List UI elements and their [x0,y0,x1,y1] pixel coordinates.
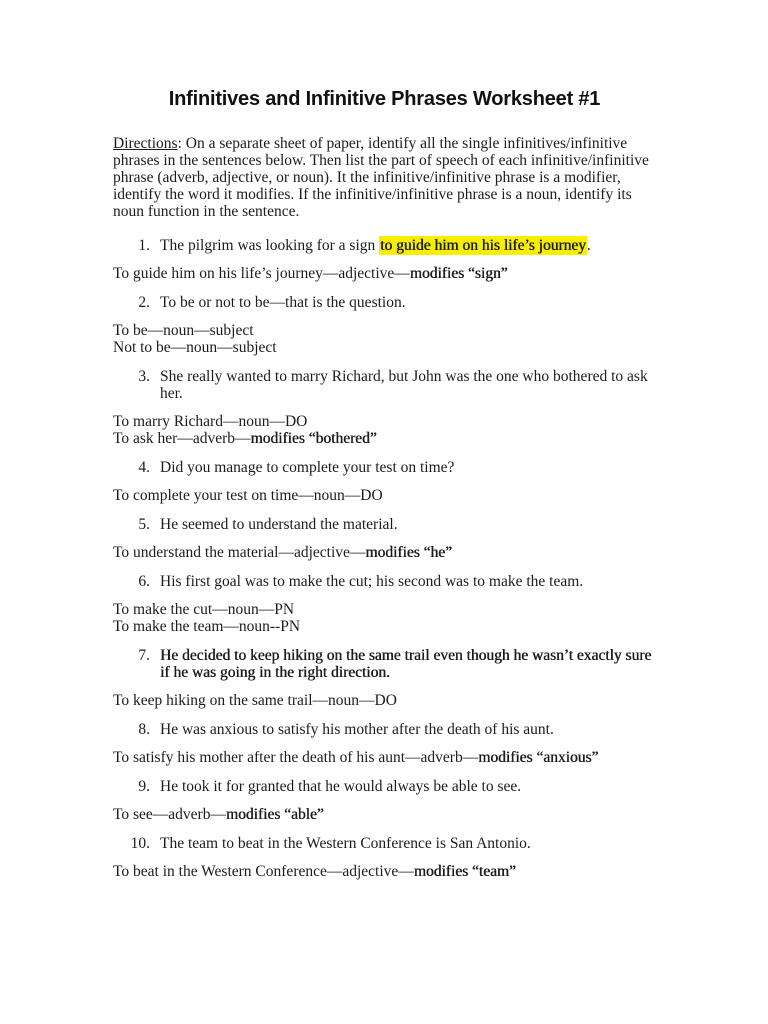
answer-line [113,544,656,561]
answer-text: To make the team—noun--PN [113,618,301,635]
sentence-text: She really wanted to marry Richard, but John was the one who bothered to ask her. [160,368,648,402]
answer-line [113,413,656,430]
item-sentence [160,778,656,795]
item-10-sentence-row [113,835,656,852]
answer-bold-text: modifies “bothered” [250,430,377,447]
answer-line [113,806,656,823]
item-3-answers [113,413,656,447]
answer-line [113,618,656,635]
item-sentence [160,459,656,476]
item-6 [113,573,656,635]
answer-text: To satisfy his mother after the death of his aunt—adverb— [113,749,479,766]
item-4-answers [113,487,656,504]
item-number: 7. [138,647,150,664]
highlighted-phrase: to guide him on his life’s journey [380,237,586,254]
item-number: 3. [138,368,150,385]
item-5 [113,516,656,561]
item-7-answers [113,692,656,709]
item-1-sentence-row [113,237,656,254]
item-10-answers [113,863,656,880]
item-9-answers [113,806,656,823]
answer-bold-text: modifies “anxious” [478,749,599,766]
item-9-sentence-row [113,778,656,795]
answer-bold-text: modifies “sign” [409,265,508,282]
item-1-answers [113,265,656,282]
answer-text: To complete your test on time—noun—DO [113,487,383,504]
item-number: 4. [138,459,150,476]
item-7 [113,647,656,709]
answer-text: To understand the material—adjective— [113,544,366,561]
sentence-text: His first goal was to make the cut; his second was to make the team. [160,573,584,590]
item-sentence [160,647,656,681]
item-sentence [160,721,656,738]
item-number: 6. [138,573,150,590]
item-number: 9. [138,778,150,795]
answer-line [113,430,656,447]
answer-text: To see—adverb— [113,806,226,823]
item-number: 2. [138,294,150,311]
answer-line [113,322,656,339]
answer-line [113,863,656,880]
sentence-text: The pilgrim was looking for a sign [160,237,380,254]
directions-text: : On a separate sheet of paper, identify all the single infinitives/infinitive phrases in the sentences below. Then list the part of speech of each infinitive/infinitive phrase (adverb, adjective, or noun). It the infinitive/infinitive phrase is a modifier, identify the word it modifies. If the infinitive/infinitive phrase is a noun, identify its noun function in the sentence. [113,135,649,220]
item-4-sentence-row [113,459,656,476]
sentence-text: The team to beat in the Western Conference is San Antonio. [160,835,531,852]
directions-label: Directions [113,135,178,152]
answer-bold-text: modifies “he” [365,544,452,561]
item-1 [113,237,656,282]
answer-line [113,487,656,504]
item-number: 8. [138,721,150,738]
item-9 [113,778,656,823]
sentence-text: He took it for granted that he would always be able to see. [160,778,522,795]
answer-text: To guide him on his life’s journey—adjective— [113,265,410,282]
item-number: 10. [130,835,150,852]
sentence-text: He seemed to understand the material. [160,516,398,533]
answer-text: To be—noun—subject [113,322,254,339]
item-sentence [160,237,656,254]
answer-bold-text: modifies “team” [413,863,516,880]
directions-paragraph [113,135,656,220]
item-2 [113,294,656,356]
answer-line [113,692,656,709]
sentence-text: He was anxious to satisfy his mother after the death of his aunt. [160,721,554,738]
item-number: 1. [138,237,150,254]
item-sentence [160,573,656,590]
item-sentence [160,835,656,852]
item-2-answers [113,322,656,356]
answer-text: To keep hiking on the same trail—noun—DO [113,692,397,709]
answer-bold-text: modifies “able” [225,806,324,823]
answer-text: To marry Richard—noun—DO [113,413,308,430]
item-8-sentence-row [113,721,656,738]
answer-text: To beat in the Western Conference—adjective— [113,863,414,880]
item-5-answers [113,544,656,561]
answer-text: Not to be—noun—subject [113,339,277,356]
item-7-sentence-row [113,647,656,681]
page-title: Infinitives and Infinitive Phrases Worksheet #1 [168,88,601,110]
item-6-answers [113,601,656,635]
item-10 [113,835,656,880]
item-4 [113,459,656,504]
answer-line [113,265,656,282]
item-3-sentence-row [113,368,656,402]
item-8 [113,721,656,766]
item-2-sentence-row [113,294,656,311]
item-number: 5. [138,516,150,533]
answer-line [113,601,656,618]
answer-text: To ask her—adverb— [113,430,251,447]
item-3 [113,368,656,447]
item-8-answers [113,749,656,766]
answer-line [113,749,656,766]
item-6-sentence-row [113,573,656,590]
item-sentence [160,516,656,533]
item-sentence [160,368,656,402]
answer-text: To make the cut—noun—PN [113,601,295,618]
sentence-text-after: . [586,237,591,254]
answer-line [113,339,656,356]
item-sentence [160,294,656,311]
sentence-text: He decided to keep hiking on the same trail even though he wasn’t exactly sure if he was going in the right direction. [160,647,652,681]
item-5-sentence-row [113,516,656,533]
sentence-text: Did you manage to complete your test on time? [160,459,455,476]
sentence-text: To be or not to be—that is the question. [160,294,406,311]
